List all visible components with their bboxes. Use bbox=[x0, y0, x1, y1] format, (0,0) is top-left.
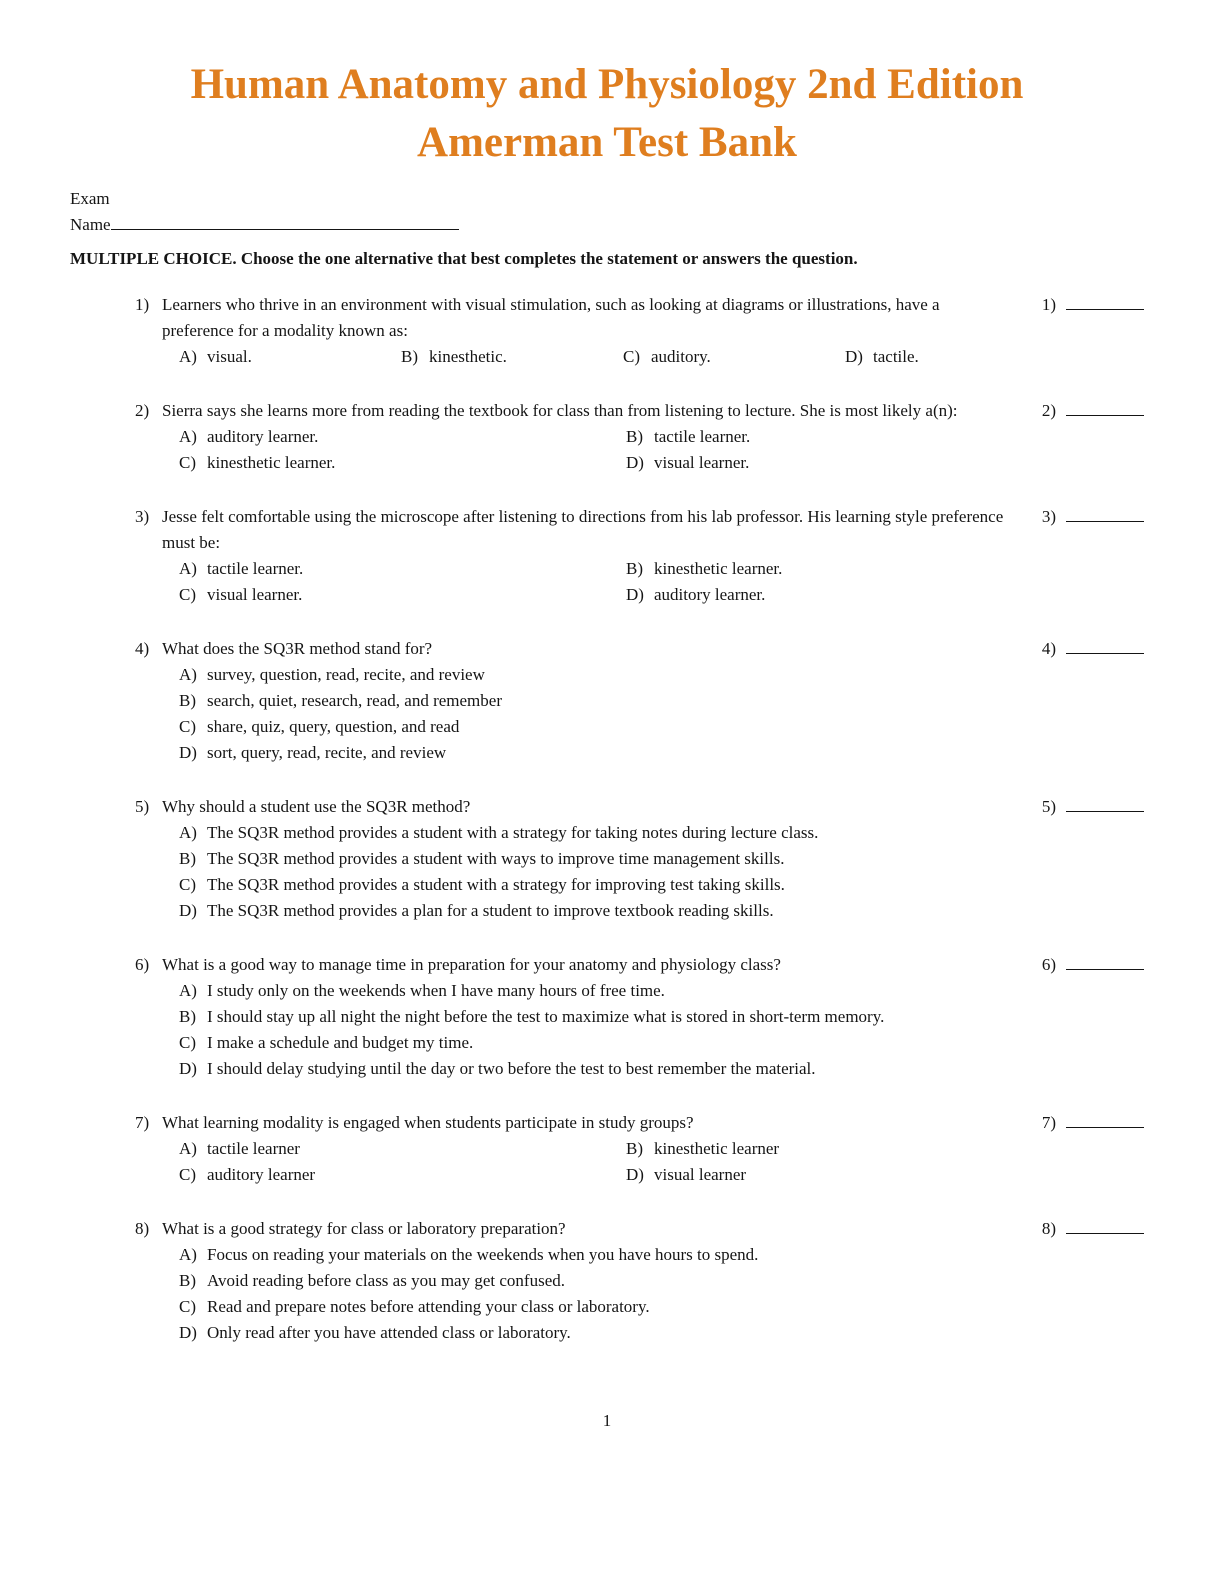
question-number: 6) bbox=[135, 955, 150, 974]
option bbox=[626, 1162, 1007, 1188]
answer-blank-line bbox=[1066, 504, 1144, 522]
answer-number: 8) bbox=[1041, 1219, 1056, 1238]
question-main bbox=[135, 1216, 1007, 1346]
option-label: A) bbox=[179, 665, 197, 684]
option-label: D) bbox=[179, 1323, 197, 1342]
option bbox=[179, 1242, 1007, 1268]
option-text: survey, question, read, recite, and review bbox=[207, 665, 485, 684]
answer-blank-line bbox=[1066, 1110, 1144, 1128]
answer-blank-line bbox=[1066, 636, 1144, 654]
option-label: D) bbox=[626, 453, 644, 472]
option-text: tactile learner. bbox=[654, 427, 751, 446]
option bbox=[179, 978, 1007, 1004]
question-text: Jesse felt comfortable using the microscope after listening to directions from his lab professor. His learning style preference must be: bbox=[162, 507, 1004, 552]
options bbox=[179, 556, 1007, 608]
answer-number: 1) bbox=[1041, 295, 1056, 314]
name-label: Name bbox=[70, 215, 111, 234]
question-block bbox=[70, 398, 1144, 476]
option bbox=[626, 1136, 1007, 1162]
option-label: B) bbox=[179, 849, 196, 868]
question-number: 4) bbox=[135, 639, 150, 658]
questions-list bbox=[70, 292, 1144, 1346]
option bbox=[179, 662, 1007, 688]
option-label: D) bbox=[179, 743, 197, 762]
option-text: share, quiz, query, question, and read bbox=[207, 717, 460, 736]
option-label: B) bbox=[626, 559, 643, 578]
option-text: The SQ3R method provides a student with ways to improve time management skills. bbox=[207, 849, 785, 868]
option-label: C) bbox=[179, 1297, 196, 1316]
answer-blank-line bbox=[1066, 952, 1144, 970]
option-label: A) bbox=[179, 823, 197, 842]
answer-slot bbox=[1042, 636, 1144, 662]
answer-slot bbox=[1042, 952, 1144, 978]
answer-slot bbox=[1042, 504, 1144, 530]
option-text: I should stay up all night the night before the test to maximize what is stored in short-term memory. bbox=[207, 1007, 885, 1026]
option bbox=[845, 344, 1007, 370]
option bbox=[179, 714, 1007, 740]
option-label: B) bbox=[626, 1139, 643, 1158]
options bbox=[179, 978, 1007, 1082]
option bbox=[179, 688, 1007, 714]
option bbox=[179, 872, 1007, 898]
option bbox=[179, 556, 626, 582]
option bbox=[626, 424, 1007, 450]
answer-slot bbox=[1042, 1110, 1144, 1136]
options bbox=[179, 344, 1007, 370]
answer-number: 3) bbox=[1041, 507, 1056, 526]
option bbox=[626, 582, 1007, 608]
question-stem bbox=[135, 794, 1007, 820]
title-line-1: Human Anatomy and Physiology 2nd Edition bbox=[190, 61, 1024, 108]
option bbox=[401, 344, 623, 370]
option-label: C) bbox=[179, 585, 196, 604]
option-label: D) bbox=[179, 1059, 197, 1078]
option-text: visual learner. bbox=[654, 453, 750, 472]
option-label: B) bbox=[626, 427, 643, 446]
option-label: C) bbox=[179, 453, 196, 472]
option-label: B) bbox=[179, 691, 196, 710]
question-stem bbox=[135, 398, 1007, 424]
name-row bbox=[70, 212, 1144, 238]
instructions: MULTIPLE CHOICE. Choose the one alternative that best completes the statement or answers the question. bbox=[70, 249, 858, 268]
option-label: C) bbox=[179, 717, 196, 736]
answer-blank-line bbox=[1066, 794, 1144, 812]
question-main bbox=[135, 636, 1007, 766]
option bbox=[179, 820, 1007, 846]
question-block bbox=[70, 952, 1144, 1082]
option-text: tactile learner. bbox=[207, 559, 304, 578]
title-line-2: Amerman Test Bank bbox=[417, 119, 797, 166]
question-block bbox=[70, 794, 1144, 924]
question-block bbox=[70, 636, 1144, 766]
option bbox=[179, 1320, 1007, 1346]
option-label: B) bbox=[179, 1271, 196, 1290]
document-title bbox=[70, 56, 1144, 172]
option-text: Only read after you have attended class or laboratory. bbox=[207, 1323, 571, 1342]
question-main bbox=[135, 292, 1007, 370]
option bbox=[179, 450, 626, 476]
option-text: I should delay studying until the day or two before the test to best remember the material. bbox=[207, 1059, 816, 1078]
option-text: auditory learner bbox=[207, 1165, 316, 1184]
answer-slot bbox=[1042, 794, 1144, 820]
question-text: Why should a student use the SQ3R method? bbox=[162, 797, 471, 816]
options bbox=[179, 1242, 1007, 1346]
answer-slot bbox=[1042, 1216, 1144, 1242]
option-label: A) bbox=[179, 427, 197, 446]
option bbox=[179, 1294, 1007, 1320]
option-text: I study only on the weekends when I have many hours of free time. bbox=[207, 981, 665, 1000]
option-label: C) bbox=[179, 1165, 196, 1184]
question-text: What does the SQ3R method stand for? bbox=[162, 639, 433, 658]
question-block bbox=[70, 292, 1144, 370]
option bbox=[179, 582, 626, 608]
option-text: visual learner. bbox=[207, 585, 303, 604]
option-label: B) bbox=[401, 347, 418, 366]
option-text: tactile learner bbox=[207, 1139, 300, 1158]
question-number: 5) bbox=[135, 797, 150, 816]
option-text: The SQ3R method provides a student with a strategy for taking notes during lecture class. bbox=[207, 823, 819, 842]
options bbox=[179, 1136, 1007, 1188]
answer-number: 7) bbox=[1041, 1113, 1056, 1132]
answer-blank-line bbox=[1066, 398, 1144, 416]
option-text: auditory. bbox=[651, 347, 711, 366]
option bbox=[179, 1136, 626, 1162]
exam-label: Exam bbox=[70, 189, 110, 208]
options bbox=[179, 662, 1007, 766]
question-text: Sierra says she learns more from reading the textbook for class than from listening to lecture. She is most likely a(n): bbox=[162, 401, 958, 420]
question-stem bbox=[135, 1216, 1007, 1242]
option-text: Avoid reading before class as you may get confused. bbox=[207, 1271, 565, 1290]
option bbox=[179, 898, 1007, 924]
answer-slot bbox=[1042, 398, 1144, 424]
option bbox=[179, 424, 626, 450]
question-main bbox=[135, 504, 1007, 608]
option-text: Focus on reading your materials on the weekends when you have hours to spend. bbox=[207, 1245, 759, 1264]
option-text: auditory learner. bbox=[654, 585, 766, 604]
options bbox=[179, 820, 1007, 924]
answer-number: 4) bbox=[1041, 639, 1056, 658]
option-label: A) bbox=[179, 1139, 197, 1158]
option-label: D) bbox=[626, 585, 644, 604]
option-label: C) bbox=[179, 1033, 196, 1052]
option-label: A) bbox=[179, 1245, 197, 1264]
option-text: kinesthetic learner. bbox=[654, 559, 783, 578]
option bbox=[179, 1268, 1007, 1294]
question-text: What is a good strategy for class or laboratory preparation? bbox=[162, 1219, 566, 1238]
option-text: visual learner bbox=[654, 1165, 747, 1184]
option-text: auditory learner. bbox=[207, 427, 319, 446]
question-stem bbox=[135, 1110, 1007, 1136]
option bbox=[626, 450, 1007, 476]
option bbox=[179, 1162, 626, 1188]
question-text: Learners who thrive in an environment with visual stimulation, such as looking at diagrams or illustrations, have a preference for a modality known as: bbox=[162, 295, 940, 340]
option-label: D) bbox=[845, 347, 863, 366]
option-label: D) bbox=[179, 901, 197, 920]
option-text: kinesthetic learner. bbox=[207, 453, 336, 472]
option-text: tactile. bbox=[873, 347, 919, 366]
question-stem bbox=[135, 504, 1007, 556]
option-text: visual. bbox=[207, 347, 252, 366]
answer-number: 2) bbox=[1041, 401, 1056, 420]
option-label: C) bbox=[623, 347, 640, 366]
option-text: The SQ3R method provides a plan for a student to improve textbook reading skills. bbox=[207, 901, 774, 920]
question-number: 8) bbox=[135, 1219, 150, 1238]
question-number: 2) bbox=[135, 401, 150, 420]
question-text: What learning modality is engaged when students participate in study groups? bbox=[162, 1113, 694, 1132]
option-text: kinesthetic. bbox=[429, 347, 507, 366]
question-stem bbox=[135, 636, 1007, 662]
answer-slot bbox=[1042, 292, 1144, 318]
name-blank-line bbox=[111, 213, 459, 230]
option bbox=[626, 556, 1007, 582]
option bbox=[179, 344, 401, 370]
question-main bbox=[135, 1110, 1007, 1188]
option-text: kinesthetic learner bbox=[654, 1139, 780, 1158]
option-text: Read and prepare notes before attending your class or laboratory. bbox=[207, 1297, 650, 1316]
option-label: A) bbox=[179, 981, 197, 1000]
question-text: What is a good way to manage time in preparation for your anatomy and physiology class? bbox=[162, 955, 781, 974]
question-number: 3) bbox=[135, 507, 150, 526]
page-number: 1 bbox=[602, 1411, 612, 1430]
option bbox=[179, 1004, 1007, 1030]
question-main bbox=[135, 398, 1007, 476]
option bbox=[623, 344, 845, 370]
option bbox=[179, 1056, 1007, 1082]
question-block bbox=[70, 504, 1144, 608]
option-text: sort, query, read, recite, and review bbox=[207, 743, 447, 762]
answer-number: 5) bbox=[1041, 797, 1056, 816]
option-label: C) bbox=[179, 875, 196, 894]
question-number: 1) bbox=[135, 295, 150, 314]
option-text: I make a schedule and budget my time. bbox=[207, 1033, 474, 1052]
options bbox=[179, 424, 1007, 476]
answer-blank-line bbox=[1066, 292, 1144, 310]
option bbox=[179, 846, 1007, 872]
answer-number: 6) bbox=[1041, 955, 1056, 974]
option-label: A) bbox=[179, 347, 197, 366]
option-label: B) bbox=[179, 1007, 196, 1026]
option bbox=[179, 1030, 1007, 1056]
option-text: The SQ3R method provides a student with a strategy for improving test taking skills. bbox=[207, 875, 785, 894]
option bbox=[179, 740, 1007, 766]
answer-blank-line bbox=[1066, 1216, 1144, 1234]
question-stem bbox=[135, 292, 1007, 344]
option-label: A) bbox=[179, 559, 197, 578]
question-number: 7) bbox=[135, 1113, 150, 1132]
option-label: D) bbox=[626, 1165, 644, 1184]
question-block bbox=[70, 1110, 1144, 1188]
question-main bbox=[135, 794, 1007, 924]
question-stem bbox=[135, 952, 1007, 978]
question-main bbox=[135, 952, 1007, 1082]
question-block bbox=[70, 1216, 1144, 1346]
option-text: search, quiet, research, read, and remember bbox=[207, 691, 502, 710]
